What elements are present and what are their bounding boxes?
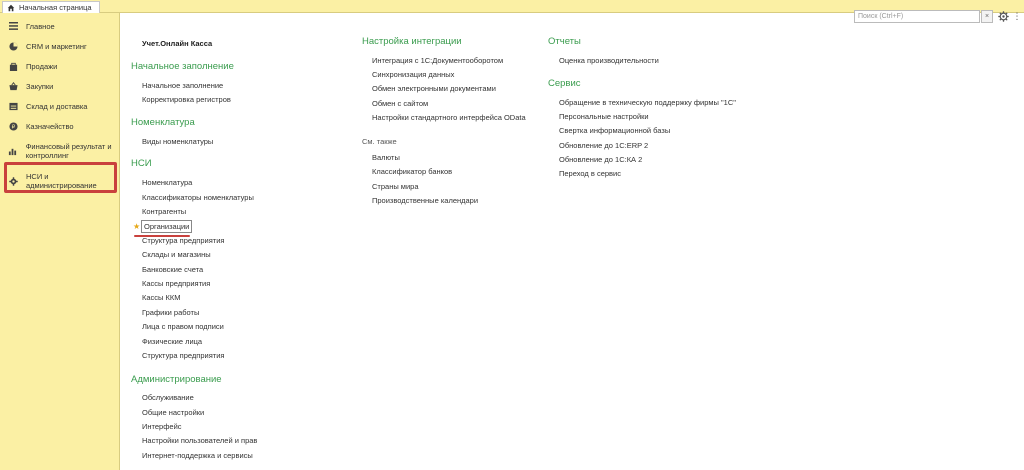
link-enterprise-structure[interactable]: Структура предприятия bbox=[142, 236, 225, 245]
more-menu-button[interactable]: ⋮ bbox=[1012, 10, 1022, 21]
sidebar-item-label: Склад и доставка bbox=[26, 101, 88, 111]
see-also-title: См. также bbox=[362, 137, 397, 146]
link-nomenclature-classifiers[interactable]: Классификаторы номенклатуры bbox=[142, 193, 254, 202]
link-performance-eval[interactable]: Оценка производительности bbox=[559, 56, 659, 65]
link-personal-settings[interactable]: Персональные настройки bbox=[559, 112, 649, 121]
link-site-exchange[interactable]: Обмен с сайтом bbox=[372, 99, 429, 108]
sidebar-item-label: Казначейство bbox=[26, 121, 74, 131]
link-internet-support[interactable]: Интернет-поддержка и сервисы bbox=[142, 451, 253, 460]
link-nomenclature-types[interactable]: Виды номенклатуры bbox=[142, 137, 214, 146]
sidebar-item-label: CRM и маркетинг bbox=[26, 41, 87, 51]
link-general-settings[interactable]: Общие настройки bbox=[142, 408, 205, 417]
sidebar-item-label: НСИ и администрирование bbox=[26, 172, 97, 190]
pie-chart-icon bbox=[8, 41, 18, 51]
warehouse-icon bbox=[8, 101, 18, 111]
link-docflow-integration[interactable]: Интеграция с 1С:Документооборотом bbox=[372, 56, 504, 65]
sidebar-highlight-frame bbox=[4, 162, 117, 193]
home-tab-label: Начальная страница bbox=[19, 3, 92, 12]
section-title-service: Сервис bbox=[548, 78, 581, 89]
sidebar-item-warehouse[interactable] bbox=[0, 96, 119, 116]
sidebar-item-crm[interactable] bbox=[0, 36, 119, 56]
sidebar-item-treasury[interactable] bbox=[0, 116, 119, 136]
section-title-nsi: НСИ bbox=[131, 158, 152, 169]
link-tech-support[interactable]: Обращение в техническую поддержку фирмы "1С" bbox=[559, 98, 736, 107]
section-title-initial-fill: Начальное заполнение bbox=[131, 61, 234, 72]
link-work-schedules[interactable]: Графики работы bbox=[142, 308, 200, 317]
link-initial-fill[interactable]: Начальное заполнение bbox=[142, 81, 224, 90]
link-bank-accounts[interactable]: Банковские счета bbox=[142, 265, 204, 274]
link-counterparties[interactable]: Контрагенты bbox=[142, 207, 187, 216]
link-kkm[interactable]: Кассы ККМ bbox=[142, 293, 181, 302]
svg-text:₽: ₽ bbox=[11, 124, 15, 131]
link-update-erp[interactable]: Обновление до 1С:ERP 2 bbox=[559, 141, 649, 150]
link-countries[interactable]: Страны мира bbox=[372, 182, 419, 191]
sidebar-item-sales[interactable] bbox=[0, 56, 119, 76]
section-title-administration: Администрирование bbox=[131, 374, 222, 385]
menu-icon bbox=[8, 21, 18, 31]
link-organizations[interactable]: Организации bbox=[141, 220, 192, 233]
link-enterprise-structure-2[interactable]: Структура предприятия bbox=[142, 351, 225, 360]
link-update-ka[interactable]: Обновление до 1С:КА 2 bbox=[559, 155, 643, 164]
bag-icon bbox=[8, 61, 18, 71]
search-placeholder: Поиск (Ctrl+F) bbox=[858, 13, 904, 20]
link-user-rights-settings[interactable]: Настройки пользователей и прав bbox=[142, 436, 258, 445]
link-db-collapse[interactable]: Свертка информационной базы bbox=[559, 126, 671, 135]
link-individuals[interactable]: Физические лица bbox=[142, 337, 203, 346]
favorite-star-icon[interactable]: ★ bbox=[133, 222, 141, 231]
link-odata-settings[interactable]: Настройки стандартного интерфейса OData bbox=[372, 113, 526, 122]
bar-chart-icon bbox=[8, 146, 18, 156]
link-signatories[interactable]: Лица с правом подписи bbox=[142, 322, 224, 331]
coin-icon bbox=[8, 121, 18, 131]
sidebar bbox=[0, 13, 120, 470]
link-interface[interactable]: Интерфейс bbox=[142, 422, 182, 431]
link-maintenance[interactable]: Обслуживание bbox=[142, 393, 194, 402]
section-title-reports: Отчеты bbox=[548, 36, 581, 47]
settings-gear-icon bbox=[998, 11, 1009, 22]
link-warehouses-stores[interactable]: Склады и магазины bbox=[142, 250, 211, 259]
section-title-nomenclature: Номенклатура bbox=[131, 117, 195, 128]
sidebar-item-purchases[interactable] bbox=[0, 76, 119, 96]
link-cash-desks[interactable]: Кассы предприятия bbox=[142, 279, 211, 288]
home-tab[interactable] bbox=[2, 1, 100, 13]
link-data-sync[interactable]: Синхронизация данных bbox=[372, 70, 455, 79]
link-go-to-service[interactable]: Переход в сервис bbox=[559, 169, 621, 178]
link-production-calendars[interactable]: Производственные календари bbox=[372, 196, 479, 205]
section-header-online-kassa[interactable]: Учет.Онлайн Касса bbox=[142, 39, 213, 48]
link-register-adjust[interactable]: Корректировка регистров bbox=[142, 95, 231, 104]
sidebar-item-label: Главное bbox=[26, 21, 55, 31]
sidebar-item-label: Продажи bbox=[26, 61, 58, 71]
basket-icon bbox=[8, 81, 18, 91]
link-bank-classifier[interactable]: Классификатор банков bbox=[372, 167, 453, 176]
settings-button[interactable] bbox=[996, 8, 1010, 24]
link-edi[interactable]: Обмен электронными документами bbox=[372, 84, 496, 93]
section-title-integration: Настройка интеграции bbox=[362, 36, 462, 47]
clear-search-button[interactable]: × bbox=[981, 10, 993, 23]
link-nomenclature[interactable]: Номенклатура bbox=[142, 178, 193, 187]
home-icon bbox=[7, 4, 15, 12]
search-input[interactable] bbox=[854, 10, 980, 23]
sidebar-item-label: Закупки bbox=[26, 81, 54, 91]
sidebar-item-main[interactable] bbox=[0, 16, 119, 36]
link-currencies[interactable]: Валюты bbox=[372, 153, 400, 162]
sidebar-item-label: Финансовый результат и контроллинг bbox=[25, 142, 112, 160]
